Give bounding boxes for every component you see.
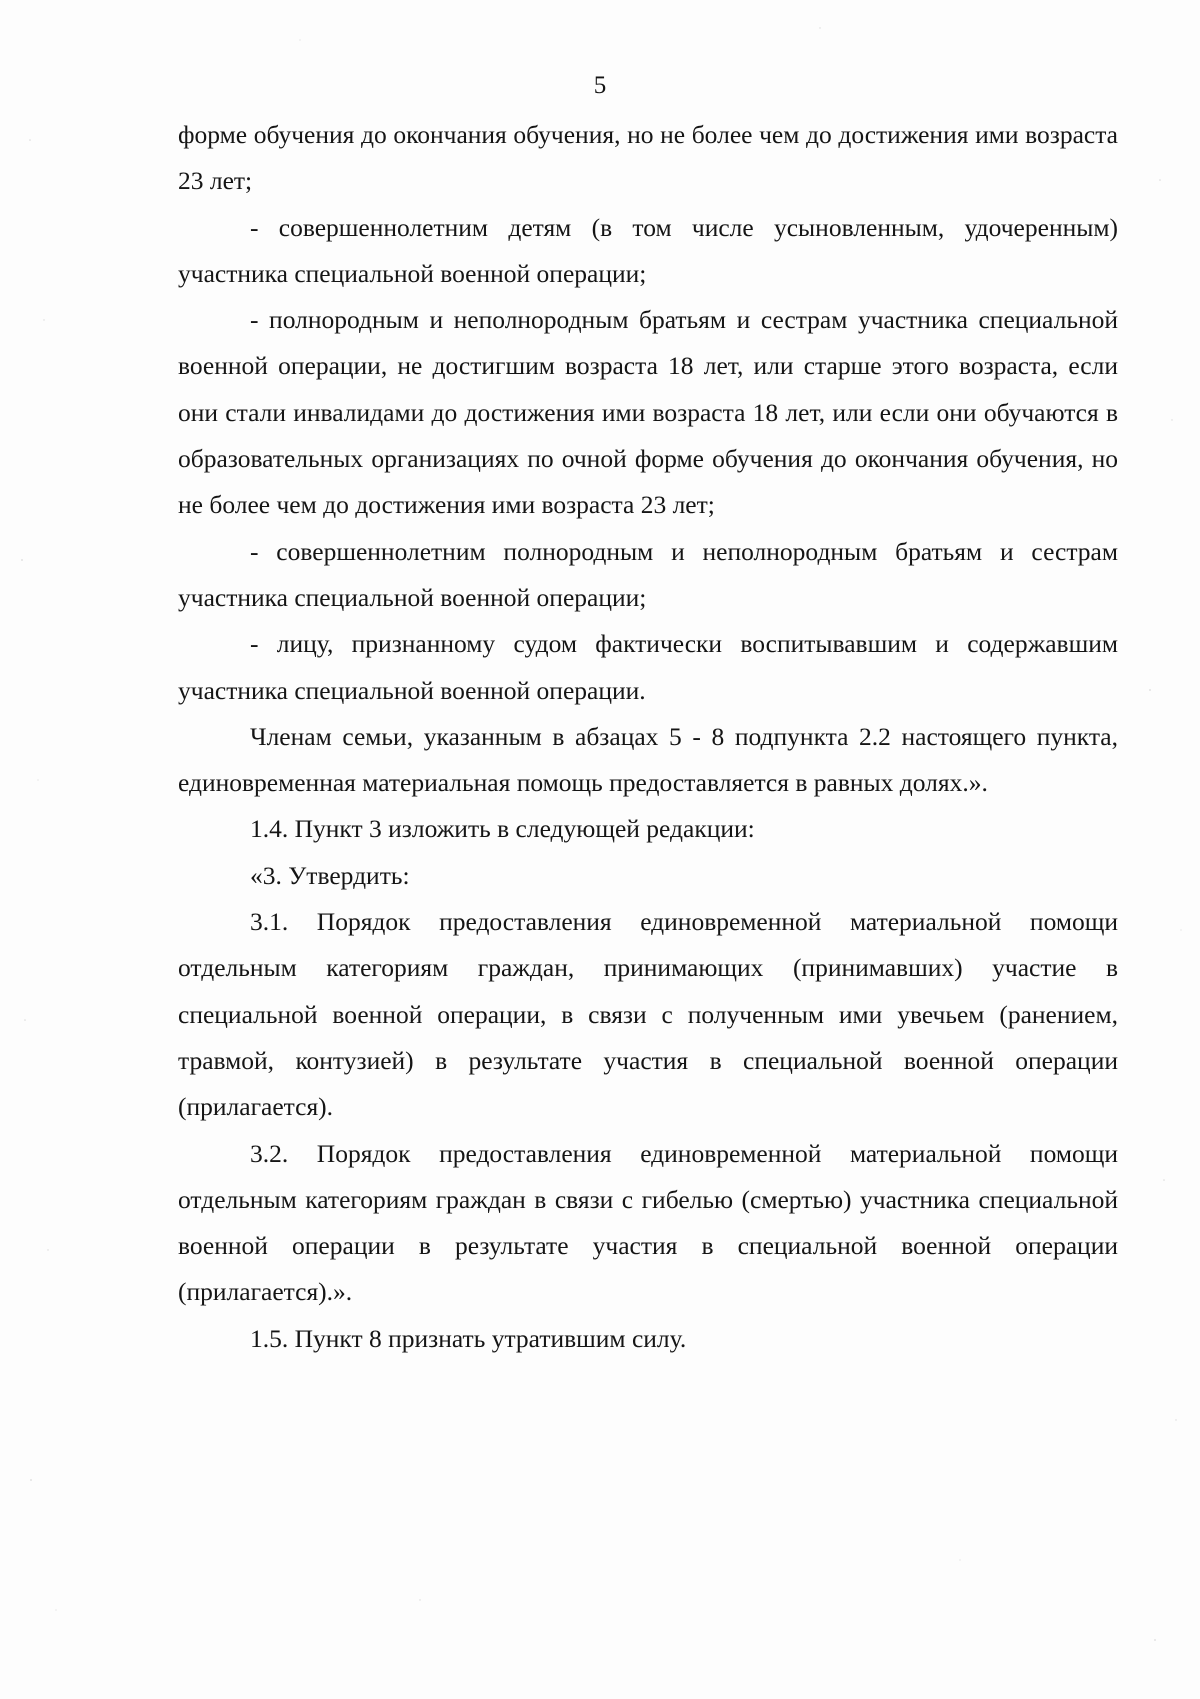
paragraph-siblings: - полнородным и неполнородным братьям и сестрам участника специальной военной операции, не достигшим возраста 18 лет, или старше этого возраста, если они стали инвалидами до достижения ими возраста 18 лет, или если они обучаются в образовательных организациях по очной форме обучения до окончания обучения, но не более чем до достижения ими возраста 23 лет; <box>178 305 1118 520</box>
page-number: 5 <box>593 72 607 99</box>
paragraph-adult-children: - совершеннолетним детям (в том числе усыновленным, удочеренным) участника специальной военной операции; <box>178 212 1118 288</box>
paragraph-item-1-4: 1.4. Пункт 3 изложить в следующей редакции: <box>250 814 755 844</box>
paragraph-continuation: форме обучения до окончания обучения, но не более чем до достижения ими возраста 23 лет; <box>178 120 1118 196</box>
paragraph-item-3-2: 3.2. Порядок предоставления единовременной материальной помощи отдельным категориям граждан в связи с гибелью (смертью) участника специальной военной операции в результате участия в специальной военной операции (прилагается).». <box>178 1138 1118 1307</box>
paragraph-item-3-1: 3.1. Порядок предоставления единовременной материальной помощи отдельным категориям граждан, принимающих (принимавших) участие в специальной военной операции, в связи с полученным ими увечьем (ранением, травмой, контузией) в результате участия в специальной военной операции (прилагается). <box>178 907 1118 1122</box>
paragraph-equal-shares: Членам семьи, указанным в абзацах 5 - 8 подпункта 2.2 настоящего пункта, единовременная материальная помощь предоставляется в равных долях.». <box>178 721 1118 798</box>
paragraph-approve: «3. Утвердить: <box>250 860 410 890</box>
paragraph-guardian: - лицу, признанному судом фактически воспитывавшим и содержавшим участника специальной военной операции. <box>178 629 1118 705</box>
paragraph-adult-siblings: - совершеннолетним полнородным и неполнородным братьям и сестрам участника специальной военной операции; <box>178 536 1118 612</box>
document-body <box>178 112 1118 1362</box>
paragraph-item-1-5: 1.5. Пункт 8 признать утратившим силу. <box>250 1323 687 1353</box>
